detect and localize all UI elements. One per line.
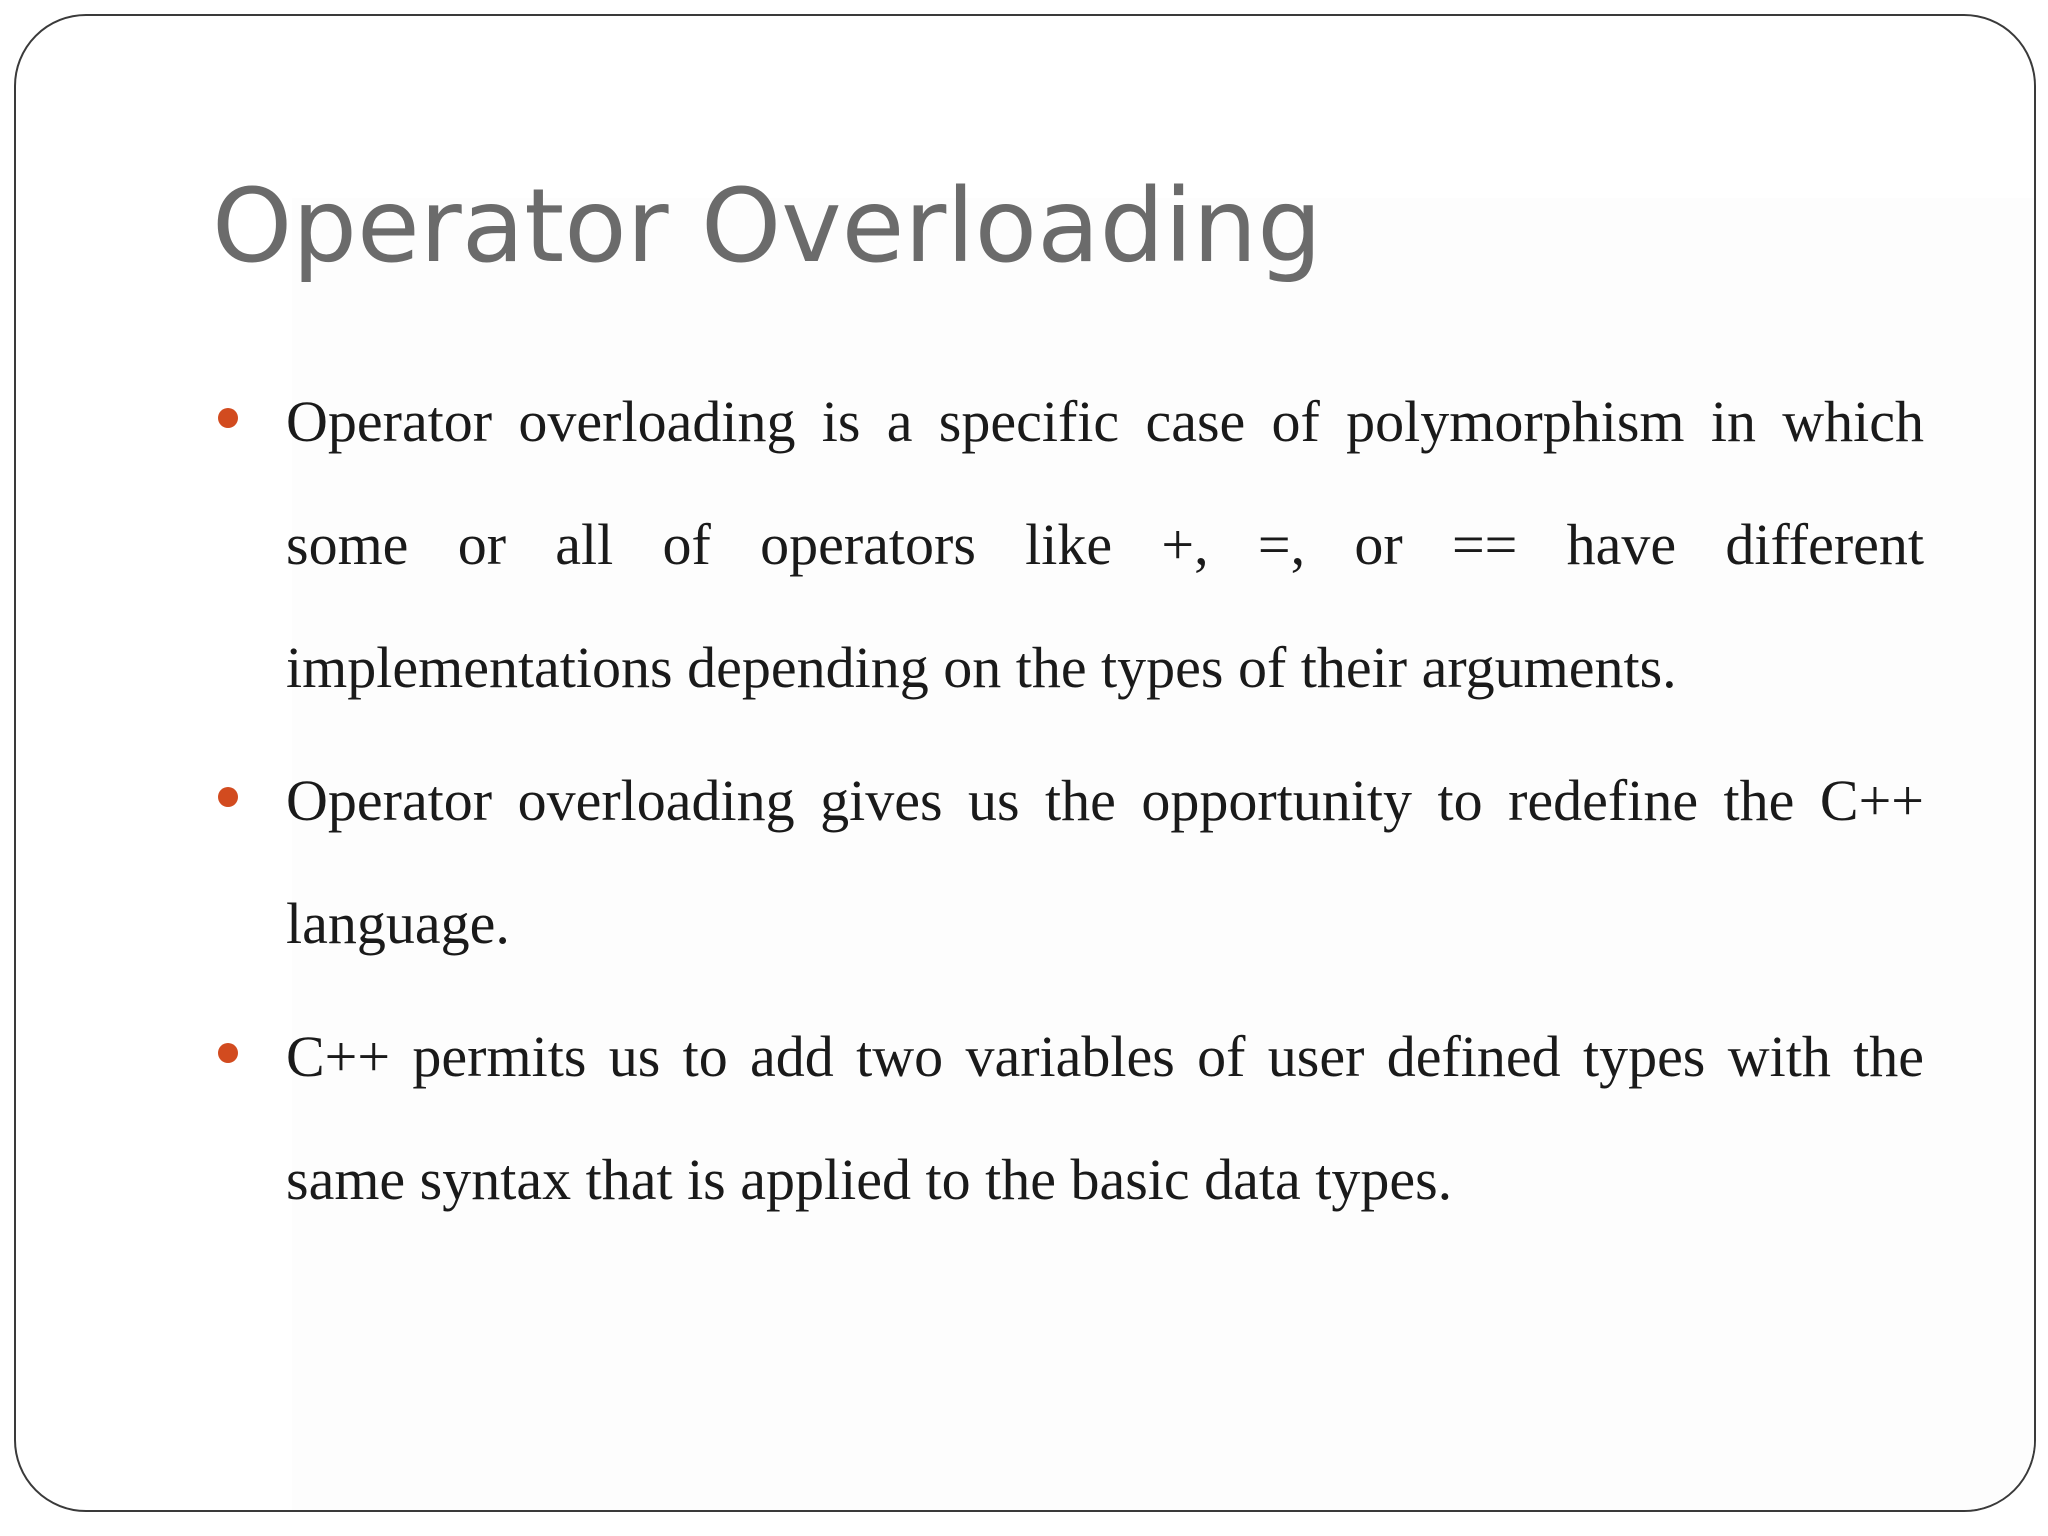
bullet-text: Operator overloading is a specific case of polymorphism in which some or all of operators like +, =, or == have different implementations depending on the types of their arguments. bbox=[286, 389, 1924, 700]
bullet-text: C++ permits us to add two variables of user defined types with the same syntax that is applied to the basic data types. bbox=[286, 1024, 1924, 1212]
bullet-item bbox=[212, 739, 1924, 985]
bullet-dot-icon bbox=[218, 787, 238, 807]
bullet-item bbox=[212, 995, 1924, 1241]
bullet-text: Operator overloading gives us the opportunity to redefine the C++ language. bbox=[286, 768, 1924, 956]
bullet-dot-icon bbox=[218, 408, 238, 428]
slide-title: Operator Overloading bbox=[212, 167, 1323, 286]
bullet-list bbox=[212, 360, 1924, 1251]
bullet-dot-icon bbox=[218, 1043, 238, 1063]
bullet-item bbox=[212, 360, 1924, 729]
